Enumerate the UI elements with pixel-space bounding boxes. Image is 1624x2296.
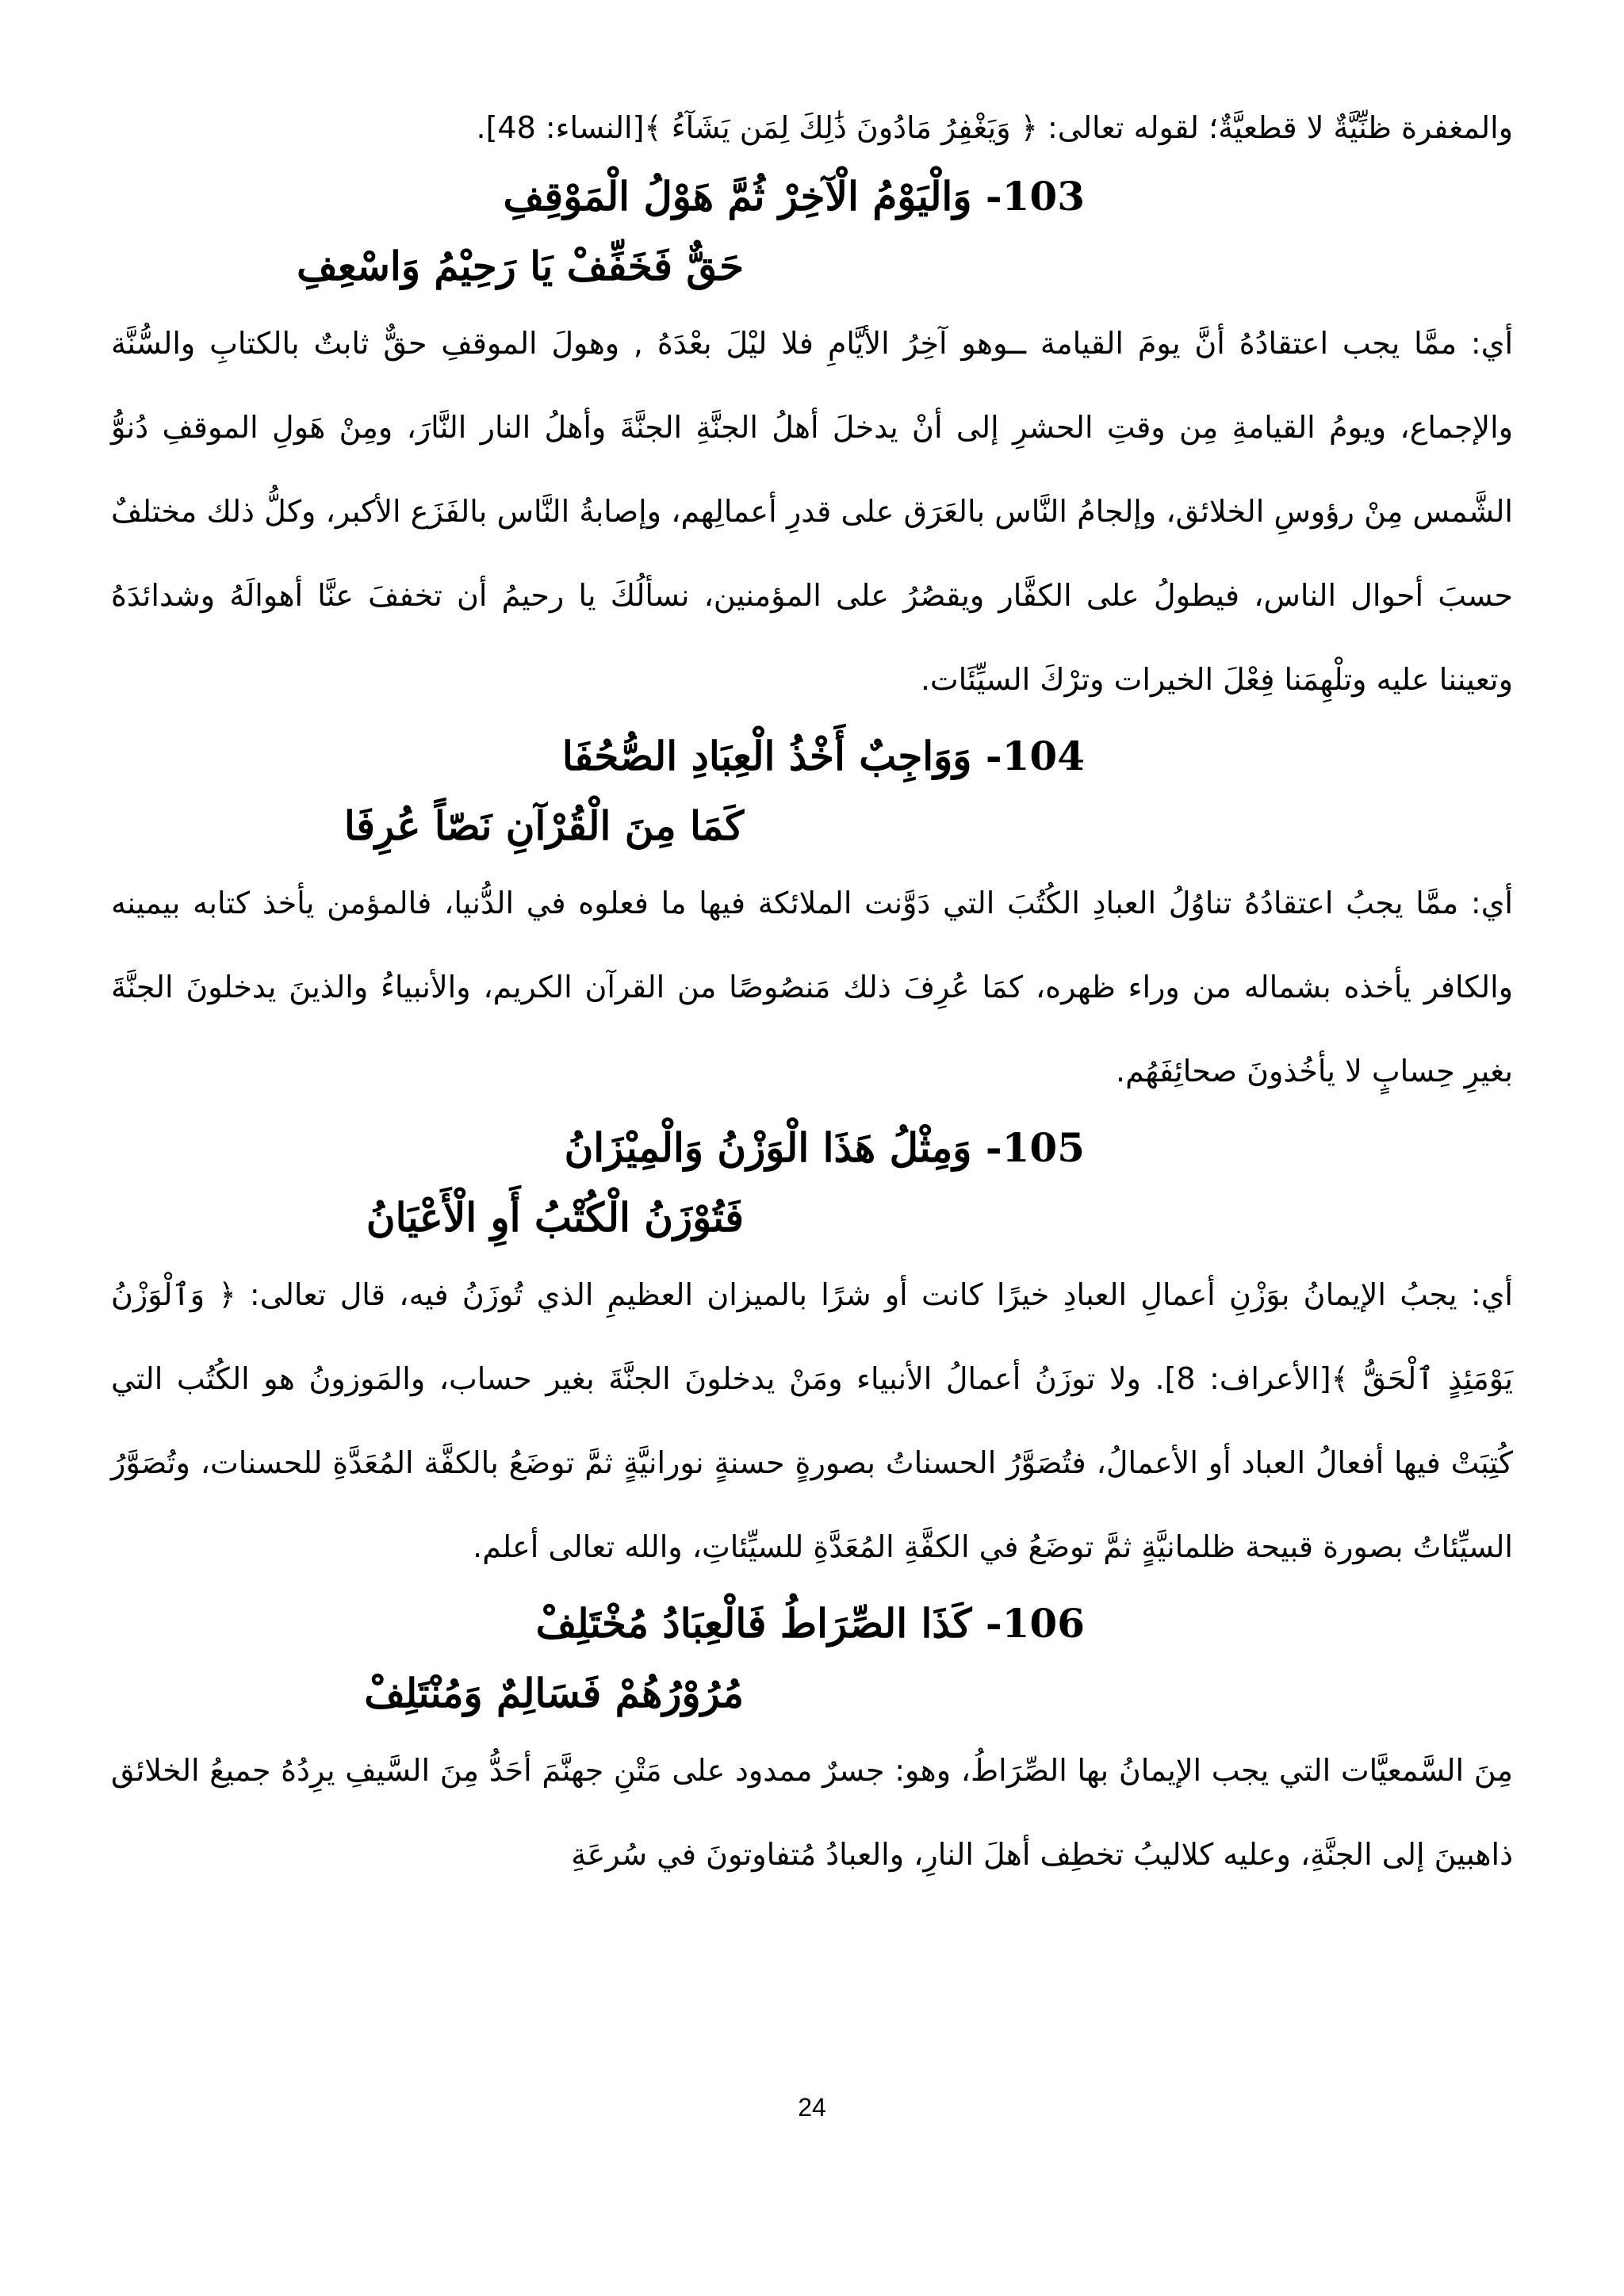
verse-106-line-1: 106- كَذَا الصِّرَاطُ فَالْعِبَادُ مُخْتَلِفْ (535, 1600, 1085, 1647)
page-number: 24 (798, 2093, 826, 2122)
verse-105 (111, 1113, 1513, 1253)
explanation-106: مِنَ السَّمعيَّات التي يجب الإيمانُ بها الصِّرَاطُ، وهو: جسرٌ ممدود على مَتْنِ جهنَّمَ أحَدُّ مِنَ السَّيفِ يرِدُهُ جميعُ الخلائق ذاهبينَ إلى الجنَّةِ، وعليه كلاليبُ تخطِف أهلَ النارِ، والعبادُ مُتفاوتونَ في سُرعَةِ (111, 1753, 1513, 1872)
verse-106-line-2: مُرُوْرُهُمْ فَسَالِمٌ وَمُنْتَلِفْ (364, 1670, 744, 1716)
verse-103-line-2: حَقٌّ فَخَفِّفْ يَا رَحِيْمُ وَاسْعِفِ (297, 243, 744, 289)
explanation-103: أي: ممَّا يجب اعتقادُهُ أنَّ يومَ القيامة ــوهو آخِرُ الأيَّامِ فلا ليْلَ بعْدَهُ , وهولَ الموقفِ حقٌّ ثابتٌ بالكتابِ والسُّنَّة والإجماع، ويومُ القيامةِ مِن وقتِ الحشرِ إلى أنْ يدخلَ أهلُ الجنَّةِ الجنَّةَ وأهلُ النار النَّارَ، ومِنْ هَولِ الموقفِ دُنوُّ الشَّمس مِنْ رؤوسِ الخلائق، وإلجامُ النَّاس بالعَرَق على قدرِ أعمالِهم، وإصابةُ النَّاس بالفَزَع الأكبر، وكلُّ ذلك مختلفٌ حسبَ أحوال الناس، فيطولُ على الكفَّار ويقصُرُ على المؤمنين، نسألُكَ يا رحيمُ أن تخففَ عنَّا أهوالَهُ وشدائدَهُ وتعيننا عليه وتلْهِمَنا فِعْلَ الخيرات وترْكَ السيِّئَات. (111, 326, 1513, 697)
verse-103 (111, 162, 1513, 301)
intro-paragraph: والمغفرة ظنِّيَّةٌ لا قطعيَّةٌ؛ لقوله تعالى: ﴿ وَيَغْفِرُ مَادُونَ ذَٰلِكَ لِمَن يَشَآءُ ﴾[النساء: 48]. (476, 110, 1513, 145)
verse-104-line-2: كَمَا مِنَ الْقُرْآنِ نَصّاً عُرِفَا (343, 802, 744, 849)
verse-104 (111, 721, 1513, 861)
verse-104-line-1: 104- وَوَاجِبٌ أَخْذُ الْعِبَادِ الصُّحُفَا (561, 733, 1085, 779)
verse-106 (111, 1589, 1513, 1728)
verse-105-line-2: فَتُوْزَنُ الْكُتْبُ أَوِ الْأَعْيَانُ (366, 1194, 744, 1241)
explanation-104: أي: ممَّا يجبُ اعتقادُهُ تناوُلُ العبادِ الكُتُبَ التي دَوَّنت الملائكة فيها ما فعلوه في الدُّنيا، فالمؤمن يأخذ كتابه بيمينه والكافر يأخذه بشماله من وراء ظهره، كمَا عُرِفَ ذلك مَنصُوصًا من القرآن الكريم، والأنبياءُ والذينَ يدخلونَ الجنَّةَ بغيرِ حِسابٍ لا يأخُذونَ صحائِفَهُم. (111, 886, 1513, 1089)
verse-105-line-1: 105- وَمِثْلُ هَذَا الْوَزْنُ وَالْمِيْزَانُ (564, 1124, 1085, 1171)
explanation-105: أي: يجبُ الإيمانُ بوَزْنِ أعمالِ العبادِ خيرًا كانت أو شرًا بالميزان العظيمِ الذي تُوزَنُ فيه، قال تعالى: ﴿ وَٱلْوَزْنُ يَوْمَئِذٍ ٱلْحَقُّ ﴾[الأعراف: 8]. ولا توزَنُ أعمالُ الأنبياء ومَنْ يدخلونَ الجنَّةَ بغير حساب، والمَوزونُ هو الكُتُب التي كُتِبَتْ فيها أفعالُ العباد أو الأعمالُ، فتُصَوَّرُ الحسناتُ بصورةٍ حسنةٍ نورانيَّةٍ ثمَّ توضَعُ بالكفَّة المُعَدَّةِ للحسنات، وتُصَوَّرُ السيِّئاتُ بصورة قبيحة ظلمانيَّةٍ ثمَّ توضَعُ في الكفَّةِ المُعَدَّةِ للسيِّئاتِ، والله تعالى أعلم. (111, 1277, 1513, 1564)
page-content (111, 94, 1513, 1896)
verse-103-line-1: 103- وَالْيَوْمُ الْآخِرْ ثُمَّ هَوْلُ الْمَوْقِفِ (503, 173, 1085, 220)
